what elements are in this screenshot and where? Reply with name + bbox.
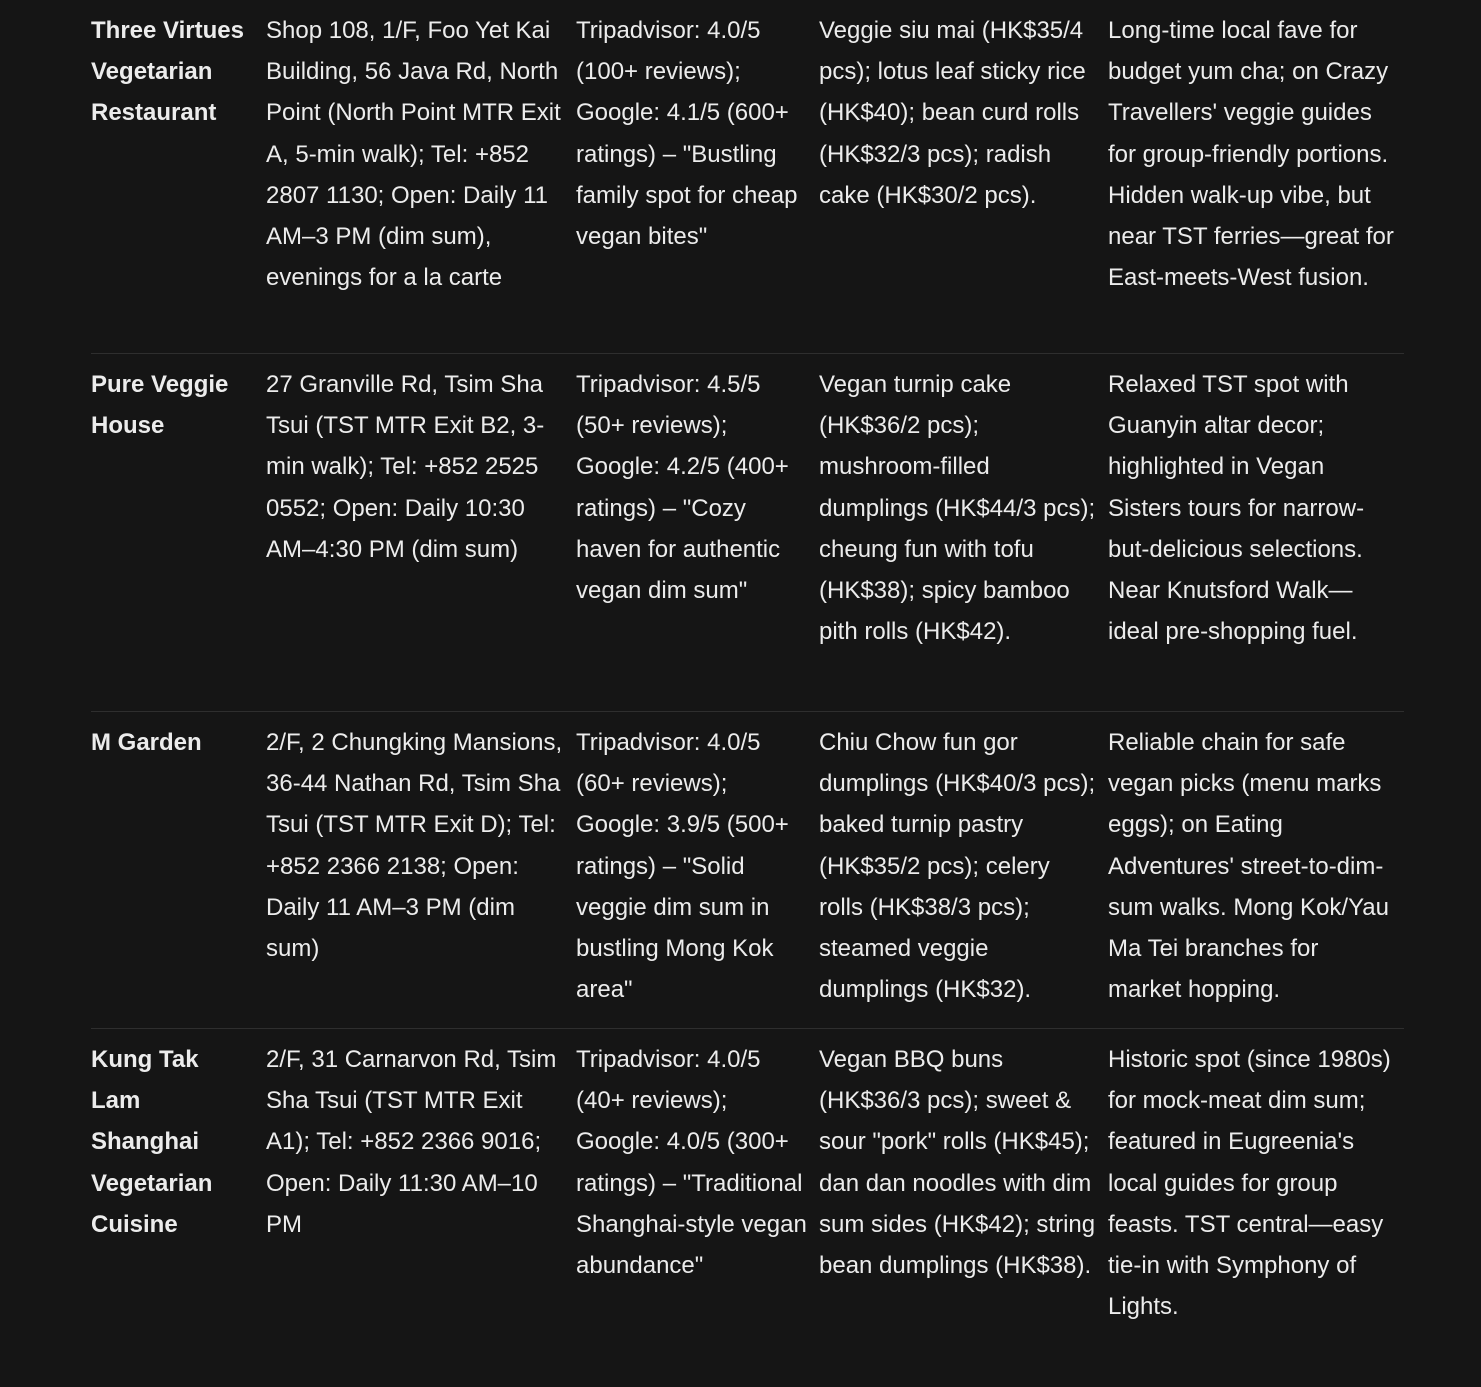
restaurant-notes: Historic spot (since 1980s) for mock-meat dim sum; featured in Eugreenia's local guides for group feasts. TST central—easy tie-in with Symphony of Lights. (1108, 1046, 1391, 1321)
table-row (91, 1029, 1404, 1387)
restaurant-dishes: Vegan BBQ buns (HK$36/3 pcs); sweet & sour "pork" rolls (HK$45); dan dan noodles with dim sum sides (HK$42); string bean dumplings (HK$38). (819, 1046, 1096, 1280)
table-row (91, 354, 1404, 712)
restaurant-dishes: Vegan turnip cake (HK$36/2 pcs); mushroom-filled dumplings (HK$44/3 pcs); cheung fun with tofu (HK$38); spicy bamboo pith rolls (HK$42). (819, 371, 1096, 646)
restaurant-notes: Reliable chain for safe vegan picks (menu marks eggs); on Eating Adventures' street-to-dim-sum walks. Mong Kok/Yau Ma Tei branches for market hopping. (1108, 729, 1390, 1004)
restaurant-ratings: Tripadvisor: 4.0/5 (100+ reviews); Google: 4.1/5 (600+ ratings) – "Bustling family spot for cheap vegan bites" (576, 17, 798, 251)
restaurant-table (91, 0, 1404, 1387)
restaurant-ratings: Tripadvisor: 4.5/5 (50+ reviews); Google: 4.2/5 (400+ ratings) – "Cozy haven for authentic vegan dim sum" (576, 371, 789, 605)
restaurant-name: Pure Veggie House (91, 371, 229, 440)
restaurant-location: 2/F, 31 Carnarvon Rd, Tsim Sha Tsui (TST MTR Exit A1); Tel: +852 2366 9016; Open: Daily 11:30 AM–10 PM (266, 1046, 557, 1238)
restaurant-notes: Relaxed TST spot with Guanyin altar decor; highlighted in Vegan Sisters tours for narrow-but-delicious selections. Near Knutsford Walk—ideal pre-shopping fuel. (1108, 371, 1365, 646)
table-row (91, 0, 1404, 354)
restaurant-dishes: Veggie siu mai (HK$35/4 pcs); lotus leaf sticky rice (HK$40); bean curd rolls (HK$32/3 pcs); radish cake (HK$30/2 pcs). (819, 17, 1086, 209)
restaurant-name: Kung Tak Lam Shanghai Vegetarian Cuisine (91, 1046, 213, 1238)
restaurant-location: 27 Granville Rd, Tsim Sha Tsui (TST MTR Exit B2, 3-min walk); Tel: +852 2525 0552; Open: Daily 10:30 AM–4:30 PM (dim sum) (266, 371, 545, 563)
restaurant-ratings: Tripadvisor: 4.0/5 (60+ reviews); Google: 3.9/5 (500+ ratings) – "Solid veggie dim sum in bustling Mong Kok area" (576, 729, 789, 1004)
restaurant-name: Three Virtues Vegetarian Restaurant (91, 17, 244, 127)
restaurant-notes: Long-time local fave for budget yum cha; on Crazy Travellers' veggie guides for group-friendly portions. Hidden walk-up vibe, but near TST ferries—great for East-meets-West fusion. (1108, 17, 1394, 292)
table-row (91, 712, 1404, 1029)
restaurant-location: Shop 108, 1/F, Foo Yet Kai Building, 56 Java Rd, North Point (North Point MTR Exit A, 5-min walk); Tel: +852 2807 1130; Open: Daily 11 AM–3 PM (dim sum), evenings for a la carte (266, 17, 561, 292)
restaurant-name: M Garden (91, 729, 202, 756)
restaurant-dishes: Chiu Chow fun gor dumplings (HK$40/3 pcs); baked turnip pastry (HK$35/2 pcs); celery rolls (HK$38/3 pcs); steamed veggie dumplings (HK$32). (819, 729, 1096, 1004)
restaurant-location: 2/F, 2 Chungking Mansions, 36-44 Nathan Rd, Tsim Sha Tsui (TST MTR Exit D); Tel: +852 2366 2138; Open: Daily 11 AM–3 PM (dim sum) (266, 729, 563, 963)
restaurant-ratings: Tripadvisor: 4.0/5 (40+ reviews); Google: 4.0/5 (300+ ratings) – "Traditional Shanghai-style vegan abundance" (576, 1046, 807, 1280)
